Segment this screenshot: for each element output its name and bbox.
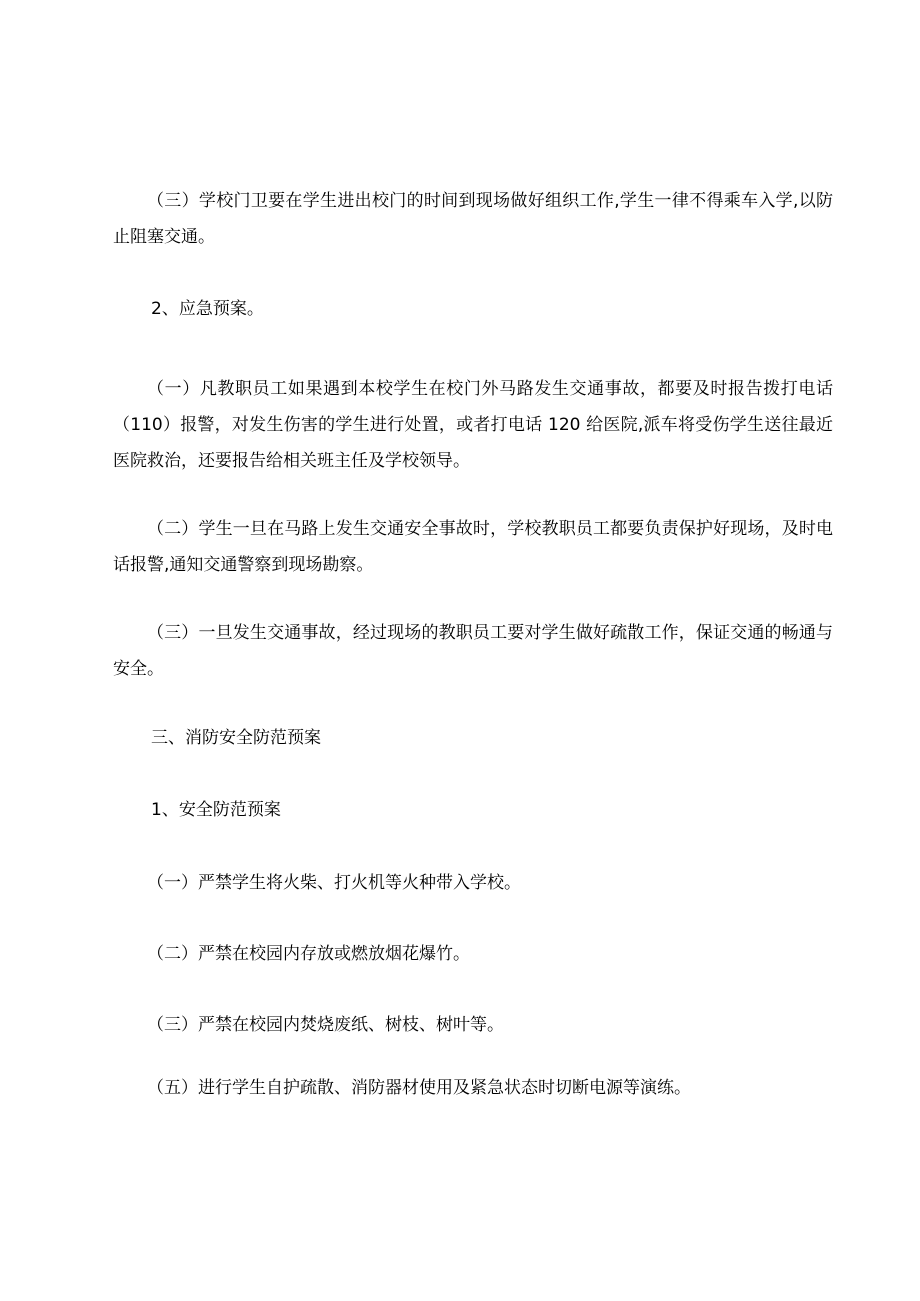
- paragraph-evacuation: （三）一旦发生交通事故，经过现场的教职员工要对学生做好疏散工作，保证交通的畅通与安全。: [113, 623, 833, 679]
- paragraph-drills: （五）进行学生自护疏散、消防器材使用及紧急状态时切断电源等演练。: [147, 1078, 691, 1098]
- paragraph-no-burning: （三）严禁在校园内焚烧废纸、树枝、树叶等。: [147, 1015, 504, 1035]
- paragraph-no-fireworks: （二）严禁在校园内存放或燃放烟花爆竹。: [147, 944, 470, 964]
- paragraph-no-fire-sources: （一）严禁学生将火柴、打火机等火种带入学校。: [147, 873, 521, 893]
- paragraph-gate-guard: （三）学校门卫要在学生进出校门的时间到现场做好组织工作,学生一律不得乘车入学,以防止阻塞交通。: [113, 191, 833, 247]
- paragraph-accident-report: （一）凡教职员工如果遇到本校学生在校门外马路发生交通事故，都要及时报告拨打电话（110）报警，对发生伤害的学生进行处置，或者打电话 120 给医院,派车将受伤学生送往最近医院救治，还要报告给相关班主任及学校领导。: [113, 379, 833, 471]
- heading-prevention-plan: 1、安全防范预案: [151, 800, 281, 820]
- heading-emergency-plan: 2、应急预案。: [151, 299, 264, 319]
- heading-fire-safety: 三、消防安全防范预案: [151, 728, 321, 748]
- paragraph-protect-scene: （二）学生一旦在马路上发生交通安全事故时，学校教职员工都要负责保护好现场，及时电话报警,通知交通警察到现场勘察。: [113, 519, 833, 575]
